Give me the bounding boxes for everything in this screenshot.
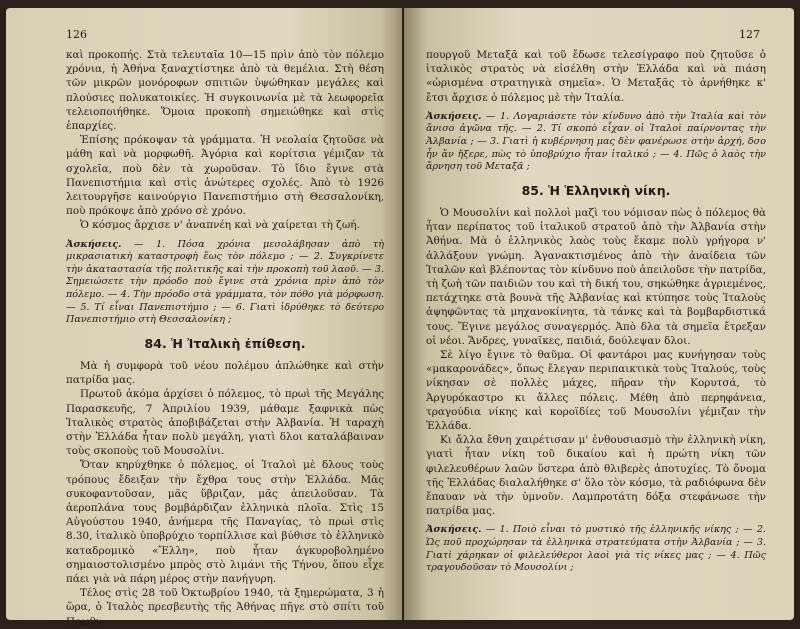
paragraph: Σὲ λίγο ἔγινε τὸ θαῦμα. Οἱ φαντάροι μας κυνήγησαν τοὺς «μακαρονάδες», ὅπως ἔλεγαν περιπαικτικὰ τοὺς Ἰταλούς, τοὺς νίκησαν σὲ πολλὲς μάχες, πῆραν τὴν Κορυτσά, τὸ Ἀργυρόκαστρο κι ἄλλες πόλεις. Μέθη ἀπὸ περηφάνεια, τραγούδια νίκης καὶ κοροϊδίες τοῦ Μουσολίνι γέμιζαν τὴν Ἑλλάδα.	[426, 349, 766, 433]
paragraph: καὶ προκοπής. Στὰ τελευταῖα 10—15 πρὶν ἀπὸ τὸν πόλεμο χρόνια, ἡ Ἀθήνα ξαναχτίστηκε ἀπὸ τὰ θεμέλια. Στὴ θέση τῶν μικρῶν μονόροφων σπιτιῶν ὑψώθηκαν μεγάλες καὶ πλούσιες πολυκατοικίες. Ἡ συγκοινωνία μὲ τὰ λεωφορεῖα τελειοποιήθηκε. Ὅμοια προκοπὴ σημειώθηκε καὶ στὶς ἐπαρχίες.	[66, 49, 384, 133]
exercises-label: Ἀσκήσεις.	[66, 238, 122, 250]
paragraph: Κι ἄλλα ἔθνη χαιρέτισαν μ' ἐνθουσιασμὸ τὴν ἑλληνικὴ νίκη, γιατὶ ἦταν νίκη τοῦ δικαίου καὶ ἡ πρώτη νίκη τῶν φιλελευθέρων λαῶν ὕστερα ἀπὸ θλιβερὲς ἀποτυχίες. Τὸ ὄνομα τῆς Ἑλλάδας διαλαλήθηκε σ' ὅλο τὸν κόσμο, τὰ ραδιόφωνα δὲν ἔπαυαν νὰ τὴν ὑμνοῦν. Λαμπροτάτη δόξα στεφάνωσε τὴν πατρίδα μας.	[426, 434, 766, 518]
paragraph: Ὁ Μουσολίνι καὶ πολλοὶ μαζὶ του νόμισαν πὼς ὁ πόλεμος θὰ ἦταν περίπατος τοῦ ἰταλικοῦ στρατοῦ ἀπὸ τὴν Ἀλβανία στὴν Ἀθήνα. Μὰ ὁ ἑλληνικὸς λαὸς τοὺς ἔκαμε πολὺ γρήγορα ν' ἀλλάξουν γνώμη. Ἀγανακτισμένος ἀπὸ τὴν ἀναίδεια τῶν Ἰταλῶν καὶ βλέποντας τὸν κίνδυνο ποὺ ἀπειλοῦσε τὴν πατρίδα, τὴ ζωὴ τῶν παιδιῶν του καὶ τὴ δική του, σηκώθηκε ἀγριεμένος, πετάχτηκε στὰ βουνὰ τῆς Ἀλβανίας καὶ κτύπησε τοὺς Ἰταλοὺς ἀψηφῶντας τὰ μηχανοκίνητα, τὰ τάνκς καὶ τὰ βομβαρδιστικά τους. Ἔγινε μεγάλος συναγερμός. Ἀπὸ δλα τὰ σημεῖα ἔτρεξαν οἱ νέοι. Ἄνδρες, γυναῖκες, παιδιά, δούλεψαν δλοι.	[426, 206, 766, 347]
exercises	[426, 111, 766, 174]
paragraph: Τέλος στὶς 28 τοῦ Ὀκτωβρίου 1940, τὰ ξημερώματα, 3 ἡ ὥρα, ὁ Ἰταλὸς πρεσβευτὴς τῆς Ἀθήνας πῆγε στὸ σπίτι τοῦ Πρωθυ-	[66, 587, 384, 628]
page-number: 127	[739, 28, 760, 41]
left-text-column	[66, 48, 384, 629]
exercises-text: — 1. Ποιὸ εἶναι τὸ μυστικὸ τῆς ἑλληνικῆς νίκης ; — 2. Ὡς ποῦ προχώρησαν τὰ ἑλληνικὰ στρατεύματα στὴν Ἀλβανία ; — 3. Γιατὶ χάρηκαν οἱ φιλελεύθεροι λαοὶ γιὰ τὶς νίκες μας ; — 4. Πῶς τραγουδοῦσαν τὸ Μουσολίνι ;	[426, 524, 766, 574]
paragraph: Ὁ κόσμος ἄρχισε ν' ἀναπνέη καὶ νὰ χαίρεται τὴ ζωή.	[80, 219, 360, 232]
right-text-column	[426, 48, 766, 581]
section-heading: 85. Ἡ Ἑλληνικὴ νίκη.	[521, 182, 671, 198]
exercises-text: — 1. Λογαριάσετε τὸν κίνδυνο ἀπὸ τὴν Ἰταλία καὶ τὸν ἄνισο ἀγῶνα τῆς. — 2. Τί σκοπὸ εἶχαν οἱ Ἰταλοὶ παίρνοντας τὴν Ἀλβανία ; — 3. Γιατὶ ἡ κυβέρνηση μας δὲν φανέρωσε στὴν ἀρχή, δσο ἦν ἄν ἤξερε, πὼς τὸ ὑποβρύχιο ἦταν ἰταλικό ; — 4. Πῶς ὁ λαὸς τὴν ἄρνηση τοῦ Μεταξᾶ ;	[426, 110, 766, 173]
page-number: 126	[66, 28, 87, 41]
paragraph: Πρωτοῦ ἀκόμα ἀρχίσει ὁ πόλεμος, τὸ πρωὶ τῆς Μεγάλης Παρασκευῆς, 7 Ἀπριλίου 1939, μάθαμε ξαφνικὰ πὼς Ἰταλικὸς στρατὸς ἀποβιβάζεται στὴν Ἀλβανία. Ἡ ταραχὴ στὴν Ἑλλάδα ἦταν πολὺ μεγάλη, γιατὶ δλοι καταλάβαιναν τοὺς σκοποὺς τοῦ Μουσολίνι.	[66, 388, 384, 458]
exercises-text: — 1. Πόσα χρόνια μεσολάβησαν ἀπὸ τὴ μικρασιατικὴ καταστροφὴ ἕως τὸν πόλεμο ; — 2. Συγκρίνετε τὴν ἀκαταστασία τῆς πολιτικῆς καὶ τὴν προκοπὴ τοῦ λαοῦ. — 3. Σημειώσετε τὴν πρόοδο ποὺ ἔγινε στὰ χρόνια πρὶν ἀπὸ τὸν πόλεμο. — 4. Τὴν πρόοδο στὰ γράμματα, τὸν πόθο γιὰ μόρφωση. — 5. Τί εἶναι Πανεπιστήμιο ; — 6. Γιατὶ ἱδρύθηκε τὸ δεύτερο Πανεπιστήμιο στὴ Θεσσαλονίκη ;	[66, 238, 384, 326]
paragraph: Ὅταν κηρύχθηκε ὁ πόλεμος, οἱ Ἰταλοὶ μὲ δλους τοὺς τρόπους ἔδειξαν τὴν ἔχθρα τους στὴν Ἑλλάδα. Μᾶς συκοφαντοῦσαν, μᾶς ὕβριζαν, μᾶς ἀπειλοῦσαν. Τὰ ἀεροπλάνα τους βομβάρδιζαν ἑλληνικὰ πλοῖα. Στὶς 15 Αὐγούστου 1940, ἀνήμερα τῆς Παναγίας, τὸ πρωὶ στὶς 8.30, ἰταλικὸ ὑποβρύχιο τορπίλλισε καὶ βύθισε τὸ ἑλληνικὸ καταδρομικὸ «Ἔλλη», ποὺ ἦταν ἀγκυροβολημένο σημαιοστολισμένο μπρὸς στὸ λιμάνι τῆς Τήνου, ὅπου εἶχε πάει γιὰ νὰ πάρη μέρος στὴν πανήγυρη.	[66, 459, 384, 586]
paragraph: Μὰ ἡ συμφορὰ τοῦ νέου πολέμου ἁπλώθηκε καὶ στὴν πατρίδα μας.	[66, 360, 384, 387]
paragraph: πουργοῦ Μεταξᾶ καὶ τοῦ ἔδωσε τελεσίγραφο ποὺ ζητοῦσε ὁ ἰταλικὸς στρατὸς νὰ εἰσέλθη στὴν Ἑλλάδα καὶ νὰ πιάση «ὡρισμένα στρατηγικὰ σημεῖα». Ὁ Μεταξᾶς τὸ ἀρνήθηκε κ' ἔτσι ἄρχισε ὁ πόλεμος μὲ τὴν Ἰταλία.	[426, 49, 766, 104]
left-page	[6, 8, 402, 628]
exercises-label: Ἀσκήσεις.	[426, 524, 482, 536]
exercises	[66, 239, 384, 327]
exercises-label: Ἀσκήσεις.	[426, 110, 482, 122]
exercises	[426, 524, 766, 574]
section-heading: 84. Ἡ Ἰταλικὴ ἐπίθεση.	[144, 335, 306, 351]
right-page	[404, 8, 794, 620]
paragraph: Ἐπίσης πρόκοψαν τὰ γράμματα. Ἡ νεολαία ζητοῦσε νὰ μάθη καὶ νὰ μορφωθῆ. Ἀγόρια καὶ κορίτσια γέμιζαν τὰ σχολεῖα, ποὺ δὲν τὰ χωροῦσαν. Τὸ ἴδιο ἔγινε στὰ Πανεπιστήμια καὶ στὶς ἀνώτερες σχολές. Ἀπὸ τὸ 1926 λειτουργῆσε καινούργιο Πανεπιστήμιο στὴ Θεσσαλονίκη, ποὺ πρόκοψε ἀπὸ χρόνο σὲ χρόνο.	[66, 134, 384, 218]
